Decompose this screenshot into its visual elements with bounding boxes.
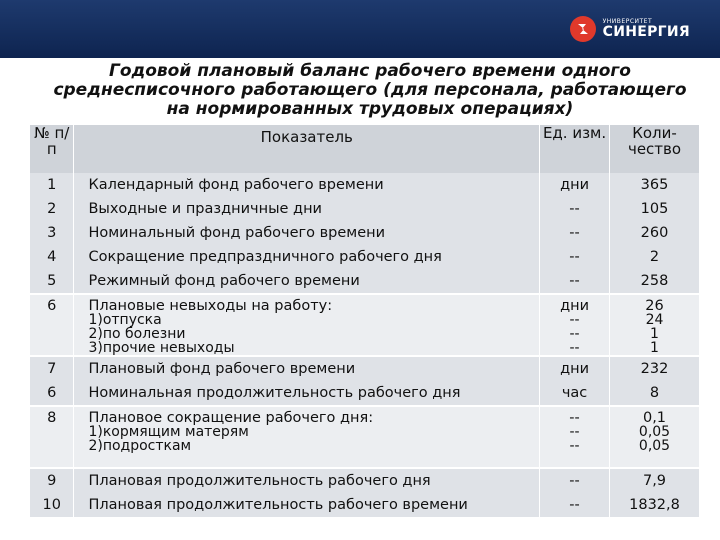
row-name-text: Плановая продолжительность рабочего дня <box>88 473 431 489</box>
row-qty <box>610 269 700 294</box>
row-unit-text: дни <box>560 361 589 377</box>
row-unit <box>540 468 610 493</box>
row-unit <box>540 245 610 269</box>
row-qty <box>610 381 700 406</box>
table-row <box>30 294 700 356</box>
row-unit <box>540 356 610 381</box>
row-name <box>74 381 540 406</box>
header-unit: Ед. изм. <box>540 125 610 173</box>
row-name-text: Номинальный фонд рабочего времени <box>88 225 386 241</box>
row-qty-text: 26 <box>645 298 664 314</box>
header-qty: Коли-чество <box>610 125 700 173</box>
row-qty-text: 8 <box>649 385 660 401</box>
row-number: 4 <box>30 245 74 269</box>
row-unit <box>540 294 610 356</box>
sub-item-unit: -- <box>569 340 580 356</box>
row-qty-text: 258 <box>640 273 669 289</box>
row-qty <box>610 221 700 245</box>
sub-item-unit: -- <box>569 326 580 342</box>
row-name-text: Плановая продолжительность рабочего времени <box>88 497 468 513</box>
table-row <box>30 406 700 468</box>
row-qty-text: 105 <box>640 201 669 217</box>
sub-item-unit: -- <box>569 424 580 440</box>
row-unit <box>540 493 610 517</box>
row-number: 8 <box>30 406 74 468</box>
row-unit <box>540 173 610 197</box>
row-name <box>74 269 540 294</box>
row-number: 5 <box>30 269 74 294</box>
sub-item-qty: 0,05 <box>638 438 671 454</box>
row-name <box>74 468 540 493</box>
row-unit-text: дни <box>560 177 589 193</box>
row-name <box>74 245 540 269</box>
row-name-text: Сокращение предпраздничного рабочего дня <box>88 249 442 265</box>
brand-name: СИНЕРГИЯ <box>602 24 690 40</box>
table-row <box>30 221 700 245</box>
row-qty-text: 365 <box>640 177 669 193</box>
row-unit-text: -- <box>569 249 580 265</box>
row-name-text: Плановое сокращение рабочего дня: <box>88 410 374 426</box>
brand-logo <box>569 13 690 45</box>
table-header-row <box>30 125 700 173</box>
row-number: 1 <box>30 173 74 197</box>
row-qty-text: 1832,8 <box>629 497 680 513</box>
header-name: Показатель <box>74 125 540 173</box>
row-qty-text: 0,1 <box>642 410 667 426</box>
row-unit-text: час <box>561 385 588 401</box>
row-unit-text: -- <box>569 410 580 426</box>
row-unit-text: -- <box>569 201 580 217</box>
row-name <box>74 173 540 197</box>
row-qty <box>610 406 700 468</box>
table-row <box>30 493 700 517</box>
row-qty-text: 7,9 <box>642 473 667 489</box>
work-time-balance-table <box>30 125 700 517</box>
row-unit <box>540 406 610 468</box>
row-name-text: Номинальная продолжительность рабочего дня <box>88 385 461 401</box>
sub-item-name: 1)отпуска <box>88 312 162 328</box>
row-number: 6 <box>30 381 74 406</box>
sub-item-unit: -- <box>569 438 580 454</box>
row-qty <box>610 245 700 269</box>
sub-item-name: 2)подросткам <box>88 438 192 454</box>
row-unit <box>540 269 610 294</box>
row-name <box>74 221 540 245</box>
synergy-logo-icon <box>569 15 597 43</box>
row-qty-text: 2 <box>649 249 660 265</box>
row-name <box>74 294 540 356</box>
row-unit <box>540 221 610 245</box>
table-row <box>30 381 700 406</box>
table-row <box>30 173 700 197</box>
sub-item-name: 1)кормящим матерям <box>88 424 249 440</box>
row-name <box>74 197 540 221</box>
row-unit <box>540 197 610 221</box>
sub-item-qty: 24 <box>645 312 664 328</box>
row-number: 2 <box>30 197 74 221</box>
row-qty <box>610 173 700 197</box>
brand-small-text: УНИВЕРСИТЕТ <box>602 18 653 25</box>
table-row <box>30 269 700 294</box>
table-row <box>30 197 700 221</box>
table-row <box>30 468 700 493</box>
page-title: Годовой плановый баланс рабочего времени одного среднесписочного работающего (для персонала, работающего на нормированных трудовых операциях) <box>53 61 687 119</box>
row-qty-text: 232 <box>640 361 669 377</box>
row-number: 6 <box>30 294 74 356</box>
header-bar <box>0 0 720 58</box>
row-number: 10 <box>30 493 74 517</box>
row-qty <box>610 468 700 493</box>
header-num: № п/п <box>30 125 74 173</box>
row-qty-text: 260 <box>640 225 669 241</box>
row-name <box>74 406 540 468</box>
sub-item-name: 3)прочие невыходы <box>88 340 235 356</box>
row-name-text: Режимный фонд рабочего времени <box>88 273 360 289</box>
row-name-text: Плановый фонд рабочего времени <box>88 361 356 377</box>
row-qty <box>610 294 700 356</box>
row-name-text: Выходные и праздничные дни <box>88 201 322 217</box>
sub-item-qty: 1 <box>650 326 659 342</box>
row-name-text: Плановые невыходы на работу: <box>88 298 333 314</box>
row-name <box>74 493 540 517</box>
table-body <box>30 173 700 517</box>
row-unit-text: -- <box>569 225 580 241</box>
row-qty <box>610 493 700 517</box>
row-name-text: Календарный фонд рабочего времени <box>88 177 384 193</box>
row-number: 9 <box>30 468 74 493</box>
sub-item-qty: 1 <box>650 340 659 356</box>
row-number: 3 <box>30 221 74 245</box>
row-unit-text: -- <box>569 497 580 513</box>
sub-item-name: 2)по болезни <box>88 326 186 342</box>
row-qty <box>610 356 700 381</box>
row-name <box>74 356 540 381</box>
row-unit <box>540 381 610 406</box>
table-row <box>30 356 700 381</box>
row-unit-text: -- <box>569 473 580 489</box>
sub-item-unit: -- <box>569 312 580 328</box>
row-qty <box>610 197 700 221</box>
row-unit-text: дни <box>560 298 589 314</box>
table-row <box>30 245 700 269</box>
row-unit-text: -- <box>569 273 580 289</box>
sub-item-qty: 0,05 <box>638 424 671 440</box>
row-number: 7 <box>30 356 74 381</box>
